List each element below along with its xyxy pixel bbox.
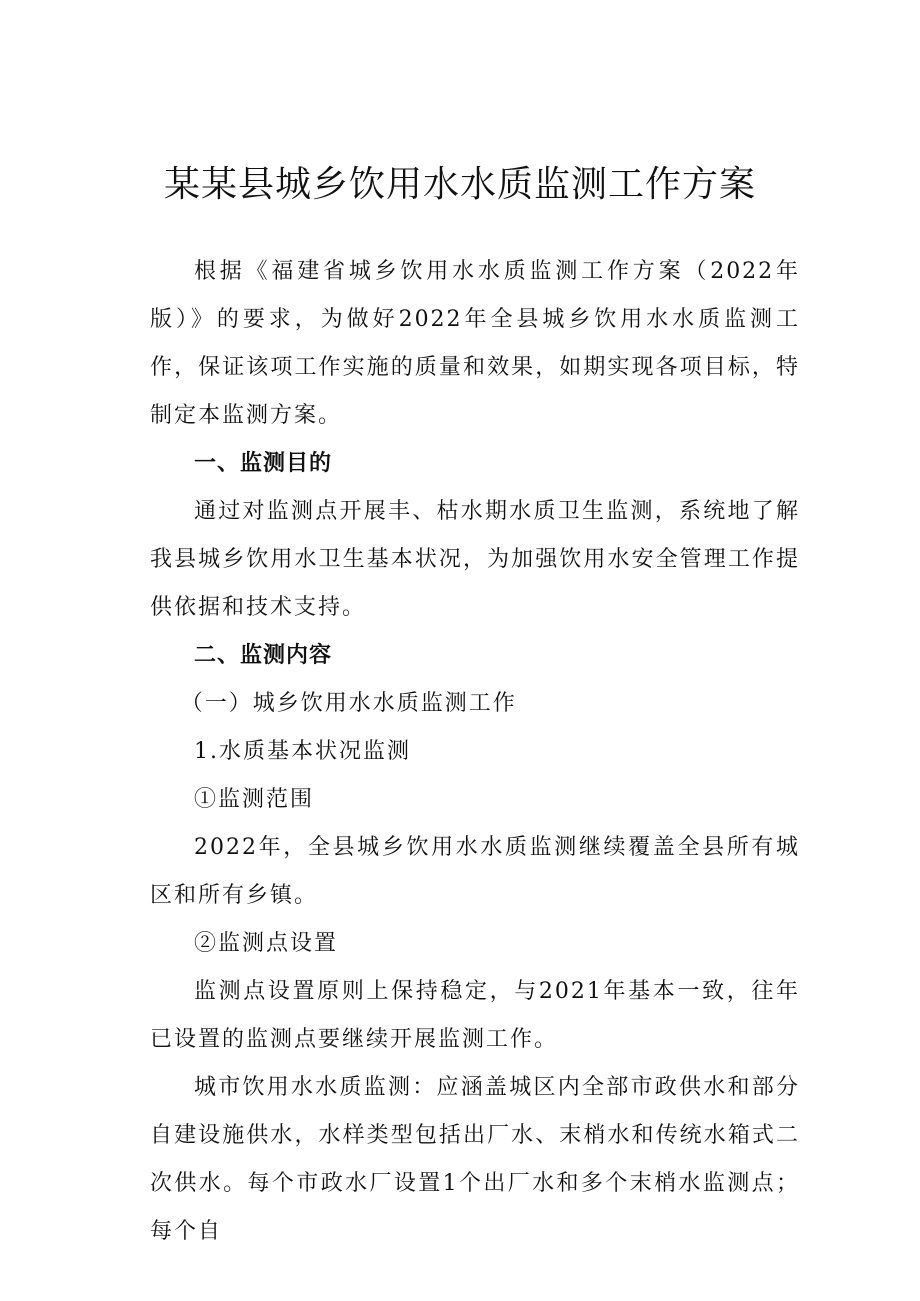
section-heading-purpose: 一、监测目的 xyxy=(194,451,333,476)
points-paragraph: 监测点设置原则上保持稳定，与2021年基本一致，往年已设置的监测点要继续开展监测工作。 xyxy=(150,979,800,1052)
list-item-scope: ①监测范围 xyxy=(194,787,315,812)
document-title: 某某县城乡饮用水水质监测工作方案 xyxy=(163,164,756,205)
purpose-paragraph: 通过对监测点开展丰、枯水期水质卫生监测，系统地了解我县城乡饮用水卫生基本状况，为加强饮用水安全管理工作提供依据和技术支持。 xyxy=(150,499,800,620)
list-item-points: ②监测点设置 xyxy=(194,931,339,956)
subsection-heading: （一）城乡饮用水水质监测工作 xyxy=(180,691,517,716)
document-body xyxy=(150,248,800,1256)
intro-paragraph: 根据《福建省城乡饮用水水质监测工作方案（2022年版）》的要求，为做好2022年全县城乡饮用水水质监测工作，保证该项工作实施的质量和效果，如期实现各项目标，特制定本监测方案。 xyxy=(150,259,800,428)
city-monitoring-paragraph: 城市饮用水水质监测：应涵盖城区内全部市政供水和部分自建设施供水，水样类型包括出厂水、末梢水和传统水箱式二次供水。每个市政水厂设置1个出厂水和多个末梢水监测点；每个自 xyxy=(150,1075,800,1244)
item-heading: 1.水质基本状况监测 xyxy=(194,739,411,764)
section-heading-content: 二、监测内容 xyxy=(194,643,333,668)
scope-paragraph: 2022年，全县城乡饮用水水质监测继续覆盖全县所有城区和所有乡镇。 xyxy=(150,835,800,908)
